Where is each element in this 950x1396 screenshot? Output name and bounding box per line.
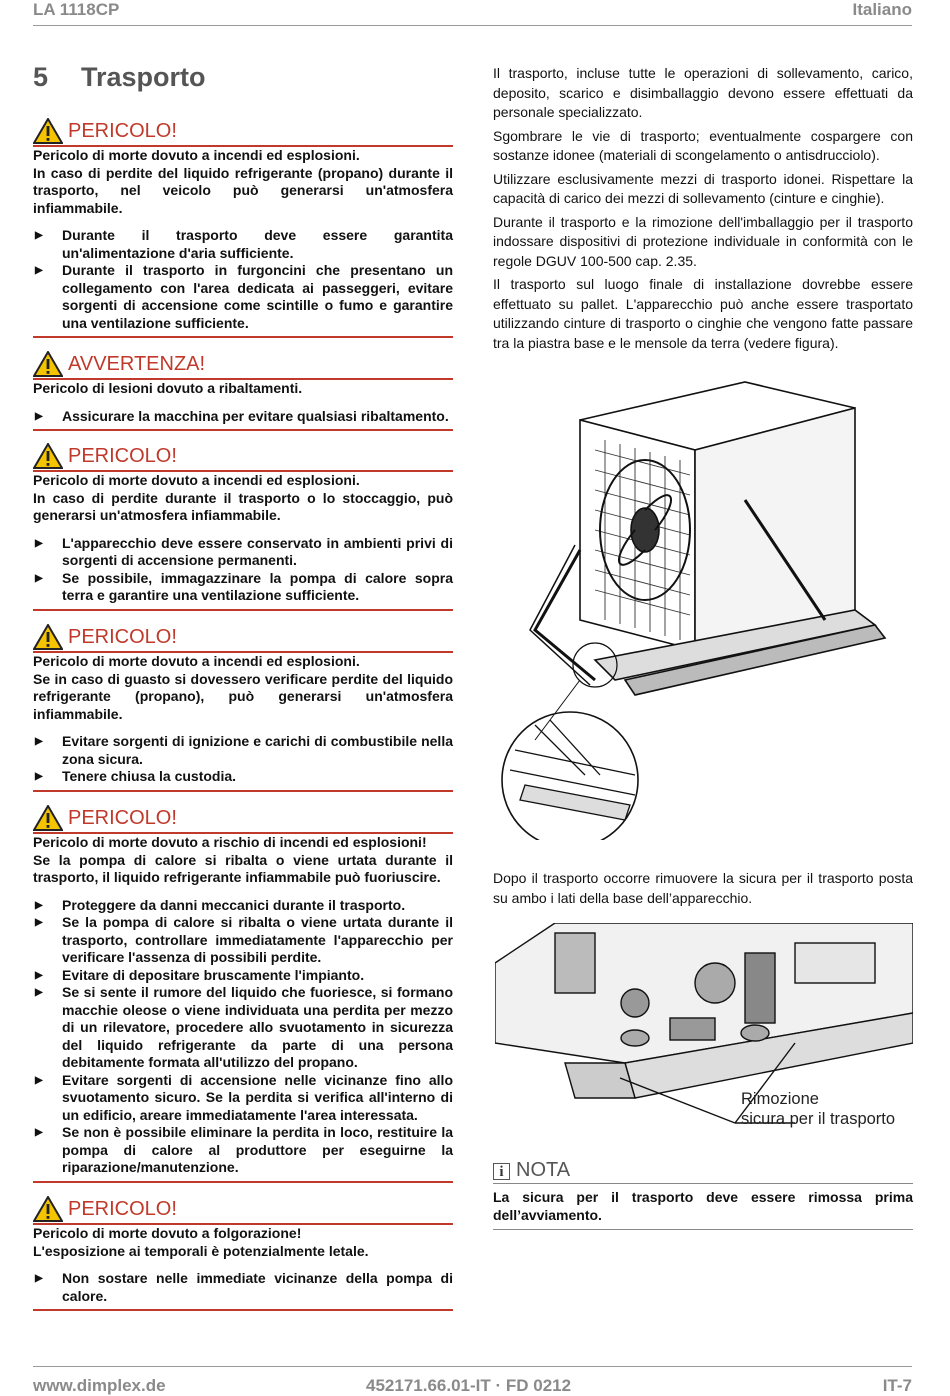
warning-title: PERICOLO!: [68, 445, 177, 467]
bullet-item: ▶ Proteggere da danni meccanici durante il trasporto.: [33, 897, 453, 915]
caption-line: Rimozione: [741, 1090, 819, 1108]
bullet-item: ▶ L'apparecchio deve essere conservato in ambienti privi di sorgenti di accensione permanenti.: [33, 535, 453, 570]
warning-title: PERICOLO!: [68, 626, 177, 648]
bullet-item: ▶ Evitare di depositare bruscamente l'impianto.: [33, 967, 453, 985]
section-title: [33, 62, 206, 93]
note-box: [493, 1161, 913, 1230]
note-header: [493, 1161, 913, 1184]
warning-bullets: [33, 535, 453, 605]
warning-line: Pericolo di morte dovuto a incendi ed esplosioni.: [33, 147, 360, 163]
warning-box-3: [33, 443, 453, 611]
warning-bullets: [33, 897, 453, 1177]
warning-line: In caso di perdite del liquido refrigerante (propano) durante il trasporto, nel veicolo può generarsi un'atmosfera infiammabile.: [33, 164, 453, 216]
warning-line: Pericolo di lesioni dovuto a ribaltamenti.: [33, 380, 303, 396]
warning-line: Pericolo di morte dovuto a rischio di incendi ed esplosioni!: [33, 834, 427, 850]
caption-line: sicura per il trasporto: [741, 1110, 896, 1128]
removal-instruction: Dopo il trasporto occorre rimuovere la sicura per il trasporto posta su ambo i lati della base dell’apparecchio.: [493, 870, 913, 906]
warning-line: Se la pompa di calore si ribalta o viene urtata durante il trasporto, il liquido refrigerante infiammabile può fuoriuscire.: [33, 851, 453, 885]
warning-triangle-icon: [33, 118, 63, 144]
warning-triangle-icon: [33, 624, 63, 650]
warning-box-5: [33, 805, 453, 1183]
warning-header: [33, 118, 453, 147]
bullet-item: ▶ Assicurare la macchina per evitare qualsiasi ribaltamento.: [33, 408, 453, 426]
footer-website: www.dimplex.de: [33, 1376, 166, 1395]
footer-doc-number: 452171.66.01-IT · FD 0212: [366, 1376, 572, 1395]
bullet-item: ▶ Tenere chiusa la custodia.: [33, 768, 453, 786]
paragraph: Il trasporto, incluse tutte le operazioni di sollevamento, carico, deposito, scarico e disimballaggio devono essere effettuati da personale specializzato.: [493, 65, 913, 120]
warning-triangle-icon: [33, 805, 63, 831]
paragraph: Sgombrare le vie di trasporto; eventualmente cospargere con sostanze idonee (materiali di scongelamento o antisdrucciolo).: [493, 127, 913, 163]
bullet-item: ▶ Se non è possibile eliminare la perdita in loco, restituire la pompa di calore al produttore per eseguirne la riparazione/manutenzione.: [33, 1124, 453, 1177]
bullet-item: ▶ Evitare sorgenti di ignizione e carichi di combustibile nella zona sicura.: [33, 733, 453, 768]
page-header: [33, 0, 912, 26]
bullet-item: ▶ Evitare sorgenti di accensione nelle vicinanze fino allo svuotamento sicuro. Se la perdita si verifica all'interno di un edificio, areare immediatamente l'area interessata.: [33, 1072, 453, 1125]
warning-triangle-icon: [33, 351, 63, 377]
warning-line: Pericolo di morte dovuto a incendi ed esplosioni.: [33, 653, 360, 669]
transport-instructions: [493, 64, 913, 357]
page-footer: [33, 1366, 912, 1395]
bullet-item: ▶ Se la pompa di calore si ribalta o viene urtata durante il trasporto, controllare immediatamente l'apparecchio per verificare l'assenza di possibili perdite.: [33, 914, 453, 967]
warning-title: PERICOLO!: [68, 120, 177, 142]
warning-line: In caso di perdite durante il trasporto o lo stoccaggio, può generarsi un'atmosfera infiammabile.: [33, 489, 453, 523]
warning-header: [33, 443, 453, 472]
warning-bullets: [33, 227, 453, 332]
warning-title: PERICOLO!: [68, 1198, 177, 1220]
heat-pump-lifting-illustration: [495, 380, 915, 840]
bullet-item: ▶ Durante il trasporto deve essere garantita un'alimentazione d'aria sufficiente.: [33, 227, 453, 262]
paragraph: Durante il trasporto e la rimozione dell'imballaggio per il trasporto indossare dispositivi di protezione individuale in conformità con le regole DGUV 100-500 cap. 2.35.: [493, 213, 913, 269]
warning-triangle-icon: [33, 443, 63, 469]
paragraph: Il trasporto sul luogo finale di installazione dovrebbe essere effettuato su pallet. L'apparecchio può anche essere trasportato utilizzando cinture di trasporto o cinghie che vengono fatte passare tra la piastra base e le mensole da terra (vedere figura).: [493, 276, 913, 351]
bullet-item: ▶ Se si sente il rumore del liquido che fuoriesce, si formano macchie oleose o viene individuata una perdita per mezzo di un rilevatore, procedere allo svuotamento in sicurezza del liquido refrigerante da parte di una persona debitamente formata all'utilizzo del propano.: [33, 984, 453, 1072]
warning-line: Se in caso di guasto si dovessero verificare perdite del liquido refrigerante (propano), può generarsi un'atmosfera infiammabile.: [33, 670, 453, 722]
warning-line: L'esposizione ai temporali è potenzialmente letale.: [33, 1242, 369, 1259]
footer-page-number: IT-7: [882, 1376, 912, 1395]
warning-bullets: [33, 1270, 453, 1305]
warning-title: PERICOLO!: [68, 807, 177, 829]
note-title: NOTA: [516, 1159, 571, 1181]
warning-bullets: [33, 733, 453, 786]
warning-triangle-icon: [33, 1196, 63, 1222]
bullet-item: ▶ Non sostare nelle immediate vicinanze della pompa di calore.: [33, 1270, 453, 1305]
warning-header: [33, 351, 453, 380]
warning-title: AVVERTENZA!: [68, 353, 206, 375]
warning-box-1: [33, 118, 453, 338]
warning-box-2: [33, 351, 453, 431]
warning-box-4: [33, 624, 453, 792]
model-name: LA 1118CP: [33, 0, 120, 19]
warning-bullets: [33, 408, 453, 426]
warning-line: Pericolo di morte dovuto a incendi ed esplosioni.: [33, 472, 360, 488]
warning-header: [33, 805, 453, 834]
warning-header: [33, 624, 453, 653]
info-icon: i: [493, 1163, 510, 1180]
bullet-item: ▶ Durante il trasporto in furgoncini che presentano un collegamento con l'area dedicata ai passeggeri, evitare sorgenti di accensione come scintille o fumo e garantire una ventilazione sufficiente.: [33, 262, 453, 332]
warning-line: Pericolo di morte dovuto a folgorazione!: [33, 1225, 302, 1241]
section-title-text: Trasporto: [81, 62, 206, 92]
warning-box-6: [33, 1196, 453, 1311]
note-text: La sicura per il trasporto deve essere rimossa prima dell’avviamento.: [493, 1189, 913, 1223]
figure-caption: [741, 1089, 895, 1129]
language-label: Italiano: [852, 0, 912, 19]
bullet-item: ▶ Se possibile, immagazzinare la pompa di calore sopra terra e garantire una ventilazione sufficiente.: [33, 570, 453, 605]
warning-header: [33, 1196, 453, 1225]
paragraph: Utilizzare esclusivamente mezzi di trasporto idonei. Rispettare la capacità di carico dei mezzi di sollevamento (cinture e cinghie).: [493, 170, 913, 206]
section-number: 5: [33, 62, 49, 92]
